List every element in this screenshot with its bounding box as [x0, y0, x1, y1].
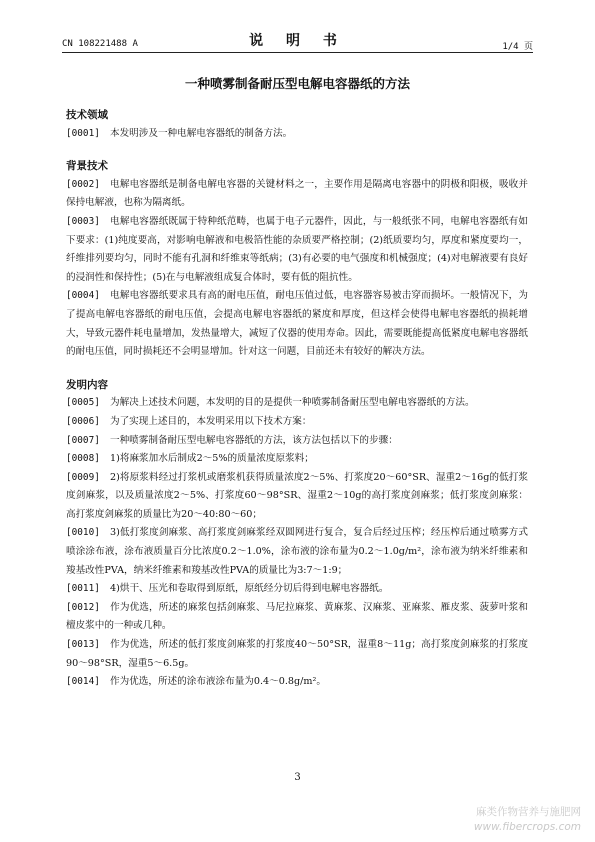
document-section-title: 说 明 书 — [249, 33, 346, 49]
paragraph — [66, 450, 528, 469]
paragraph-number: [0002] — [66, 178, 100, 190]
watermark-text: 麻类作物营养与施肥网 — [476, 806, 581, 818]
paragraph — [66, 636, 528, 673]
page-number: 3 — [294, 772, 301, 783]
paragraph-text: 作为优选，所述的涂布液涂布量为0.4～0.8g/m²。 — [110, 676, 326, 688]
paragraph-number: [0008] — [66, 453, 100, 465]
watermark-url: www.fibercrops.com — [473, 821, 581, 833]
paragraph-number: [0013] — [66, 639, 100, 651]
paragraph-text: 本发明涉及一种电解电容器纸的制备方法。 — [110, 127, 293, 139]
paragraph-number: [0006] — [66, 415, 100, 427]
section-heading-tech-field: 技术领域 — [66, 109, 108, 121]
document-body — [66, 106, 528, 692]
section-heading-background: 背景技术 — [66, 160, 108, 173]
page-indicator: 1/4 页 — [502, 42, 533, 52]
paragraph — [66, 432, 528, 451]
header-divider — [62, 52, 533, 53]
paragraph-text: 电解电容器纸要求具有高的耐电压值，耐电压值过低，电容器容易被击穿而损坏。一般情况下，为了提高电解电容器纸的耐电压值，会提高电解电容器纸的紧度和厚度，但这样会使得电解电容器纸的损耗增大，导致元器件耗电量增加，发热量增大，减短了仪器的使用寿命。因此，需要既能提高低紧度电解电容器纸的耐电压值，同时损耗还不会明显增加。针对这一问题，目前还未有较好的解决方法。 — [66, 290, 528, 358]
paragraph-number: [0005] — [66, 397, 100, 409]
paragraph — [66, 287, 528, 361]
patent-number: CN 108221488 A — [62, 39, 138, 49]
section-heading-invention: 发明内容 — [66, 378, 108, 391]
paragraph-number: [0009] — [66, 471, 100, 483]
paragraph-text: 2)将原浆料经过打浆机或磨浆机获得质量浓度2～5%、打浆度20～60°SR、湿重2～16g的低打浆度剑麻浆，以及质量浓度2～5%、打浆度60～98°SR、湿重2～10g的高打浆度剑麻浆；低打浆度剑麻浆：高打浆度剑麻浆的质量比为20～40:80～60； — [66, 471, 528, 520]
paragraph — [66, 394, 528, 413]
paragraph — [66, 469, 528, 525]
paragraph-number: [0014] — [66, 676, 100, 688]
paragraph-number: [0007] — [66, 434, 100, 446]
paragraph-text: 为解决上述技术问题，本发明的目的是提供一种喷雾制备耐压型电解电容器纸的方法。 — [110, 397, 475, 409]
paragraph-number: [0001] — [66, 127, 100, 139]
paragraph — [66, 673, 528, 692]
paragraph — [66, 524, 528, 580]
paragraph — [66, 599, 528, 636]
paragraph — [66, 413, 528, 432]
paragraph — [66, 580, 528, 599]
paragraph-number: [0010] — [66, 527, 100, 539]
paragraph — [66, 125, 528, 144]
paragraph-number: [0003] — [66, 215, 100, 227]
paragraph-text: 电解电容器纸是制备电解电容器的关键材料之一，主要作用是隔离电容器中的阴极和阳极，吸收并保持电解液，也称为隔离纸。 — [66, 178, 528, 209]
paragraph-text: 作为优选，所述的低打浆度剑麻浆的打浆度40～50°SR，湿重8～11g；高打浆度剑麻浆的打浆度90～98°SR，湿重5～6.5g。 — [66, 639, 528, 669]
paragraph-text: 为了实现上述目的，本发明采用以下技术方案： — [110, 415, 312, 427]
paragraph-number: [0012] — [66, 601, 100, 613]
page-header — [62, 30, 533, 52]
paragraph-text: 一种喷雾制备耐压型电解电容器纸的方法，该方法包括以下的步骤： — [110, 434, 398, 446]
paragraph-text: 3)低打浆度剑麻浆、高打浆度剑麻浆经双圆网进行复合，复合后经过压榨；经压榨后通过喷雾方式喷涂涂布液，涂布液质量百分比浓度0.2～1.0%，涂布液的涂布量为0.2～1.0g/m²，涂布液为纳米纤维素和羧基改性PVA，纳米纤维素和羧基改性PVA的质量比为3:7～1:9； — [66, 527, 528, 576]
paragraph-text: 电解电容器纸既属于特种纸范畴，也属于电子元器件，因此，与一般纸张不同，电解电容器纸有如下要求：(1)纯度要高，对影响电解液和电极箔性能的杂质要严格控制；(2)纸质要均匀，厚度和紧度要均一，纤维排列要均匀，同时不能有孔洞和纤维束等纸病；(3)有必要的电气强度和机械强度；(4)对电解液要有良好的浸润性和保持性；(5)在与电解液组成复合体时，要有低的阻抗性。 — [66, 215, 528, 283]
patent-title: 一种喷雾制备耐压型电解电容器纸的方法 — [184, 76, 410, 91]
paragraph-number: [0004] — [66, 290, 100, 302]
paragraph-number: [0011] — [66, 583, 100, 595]
paragraph-text: 4)烘干、压光和卷取得到原纸，原纸经分切后得到电解电容器纸。 — [110, 583, 389, 595]
paragraph-text: 作为优选，所述的麻浆包括剑麻浆、马尼拉麻浆、黄麻浆、汉麻浆、亚麻浆、雁皮浆、菠萝叶浆和檀皮浆中的一种或几种。 — [66, 601, 528, 632]
paragraph — [66, 213, 528, 287]
paragraph — [66, 176, 528, 213]
paragraph-text: 1)将麻浆加水后制成2～5%的质量浓度原浆料； — [110, 453, 314, 465]
